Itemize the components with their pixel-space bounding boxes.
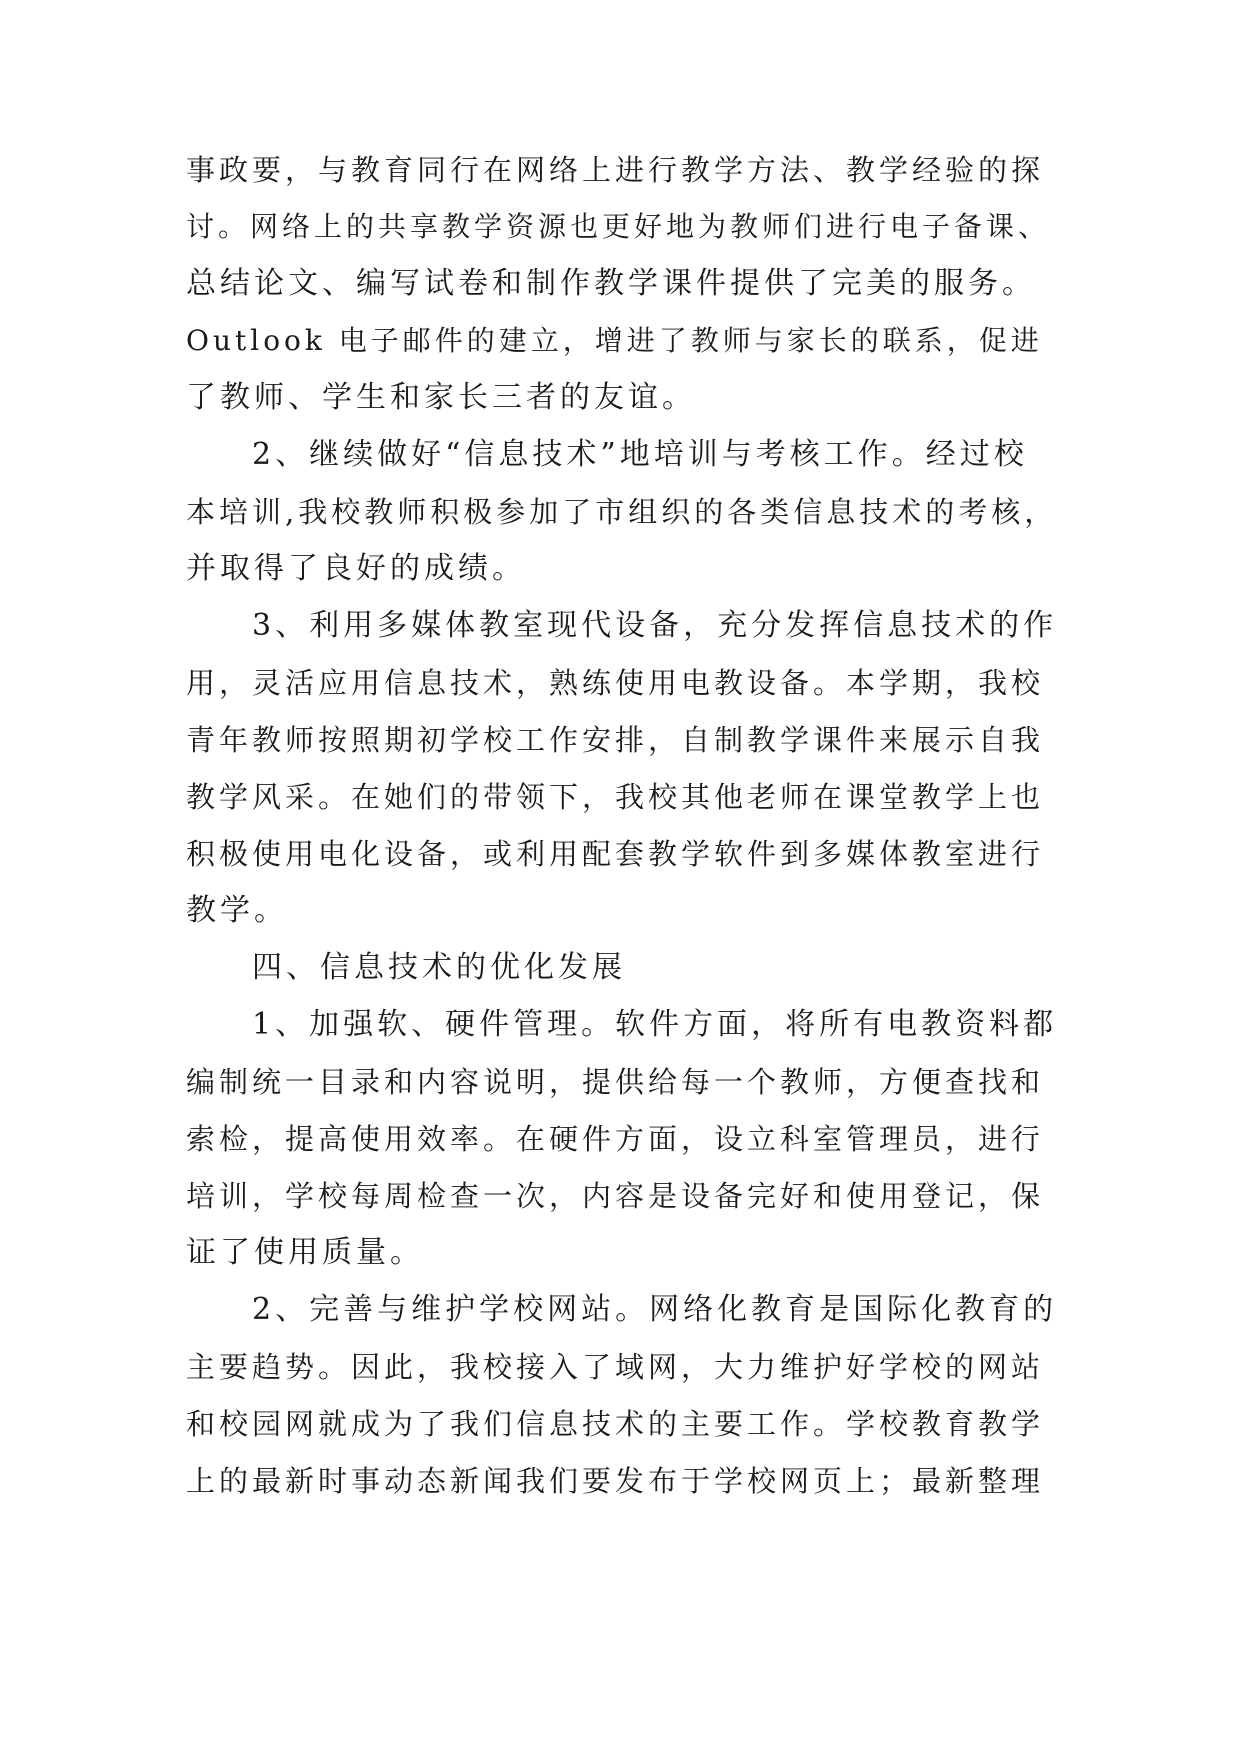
text-line: 本培训,我校教师积极参加了市组织的各类信息技术的考核， bbox=[186, 495, 1058, 529]
text-line: 用，灵活应用信息技术，熟练使用电教设备。本学期，我校 bbox=[186, 666, 1045, 700]
text-line: 教学。 bbox=[186, 893, 288, 928]
text-line: 积极使用电化设备，或利用配套教学软件到多媒体教室进行 bbox=[186, 837, 1045, 871]
text-line: 上的最新时事动态新闻我们要发布于学校网页上；最新整理 bbox=[186, 1464, 1045, 1498]
text-line: 了教师、学生和家长三者的友谊。 bbox=[186, 380, 696, 415]
paragraph-start-line: 3、利用多媒体教室现代设备，充分发挥信息技术的作 bbox=[252, 608, 1058, 643]
text-line: 培训，学校每周检查一次，内容是设备完好和使用登记，保 bbox=[186, 1179, 1045, 1213]
paragraph-start-line: 2、完善与维护学校网站。网络化教育是国际化教育的 bbox=[252, 1292, 1058, 1327]
text-line: 事政要，与教育同行在网络上进行教学方法、教学经验的探 bbox=[186, 153, 1045, 187]
text-line: 讨。网络上的共享教学资源也更好地为教师们进行电子备课、 bbox=[186, 210, 1051, 243]
paragraph-start-line: 1、加强软、硬件管理。软件方面，将所有电教资料都 bbox=[252, 1007, 1058, 1042]
paragraph-start-line: 2、继续做好“信息技术”地培训与考核工作。经过校 bbox=[252, 437, 1028, 472]
text-line: 并取得了良好的成绩。 bbox=[186, 551, 526, 586]
text-line: 总结论文、编写试卷和制作教学课件提供了完美的服务。 bbox=[186, 266, 1036, 301]
text-line: 和校园网就成为了我们信息技术的主要工作。学校教育教学 bbox=[186, 1407, 1045, 1441]
text-line: 编制统一目录和内容说明，提供给每一个教师，方便查找和 bbox=[186, 1065, 1045, 1099]
text-line: 证了使用质量。 bbox=[186, 1235, 424, 1270]
text-line: 索检，提高使用效率。在硬件方面，设立科室管理员，进行 bbox=[186, 1122, 1045, 1156]
text-line: 青年教师按照期初学校工作安排，自制教学课件来展示自我 bbox=[186, 723, 1045, 757]
section-heading: 四、信息技术的优化发展 bbox=[252, 950, 626, 985]
text-line: 主要趋势。因此，我校接入了域网，大力维护好学校的网站 bbox=[186, 1350, 1045, 1384]
text-line: Outlook 电子邮件的建立，增进了教师与家长的联系，促进 bbox=[186, 324, 1043, 357]
text-line: 教学风采。在她们的带领下，我校其他老师在课堂教学上也 bbox=[186, 780, 1045, 814]
